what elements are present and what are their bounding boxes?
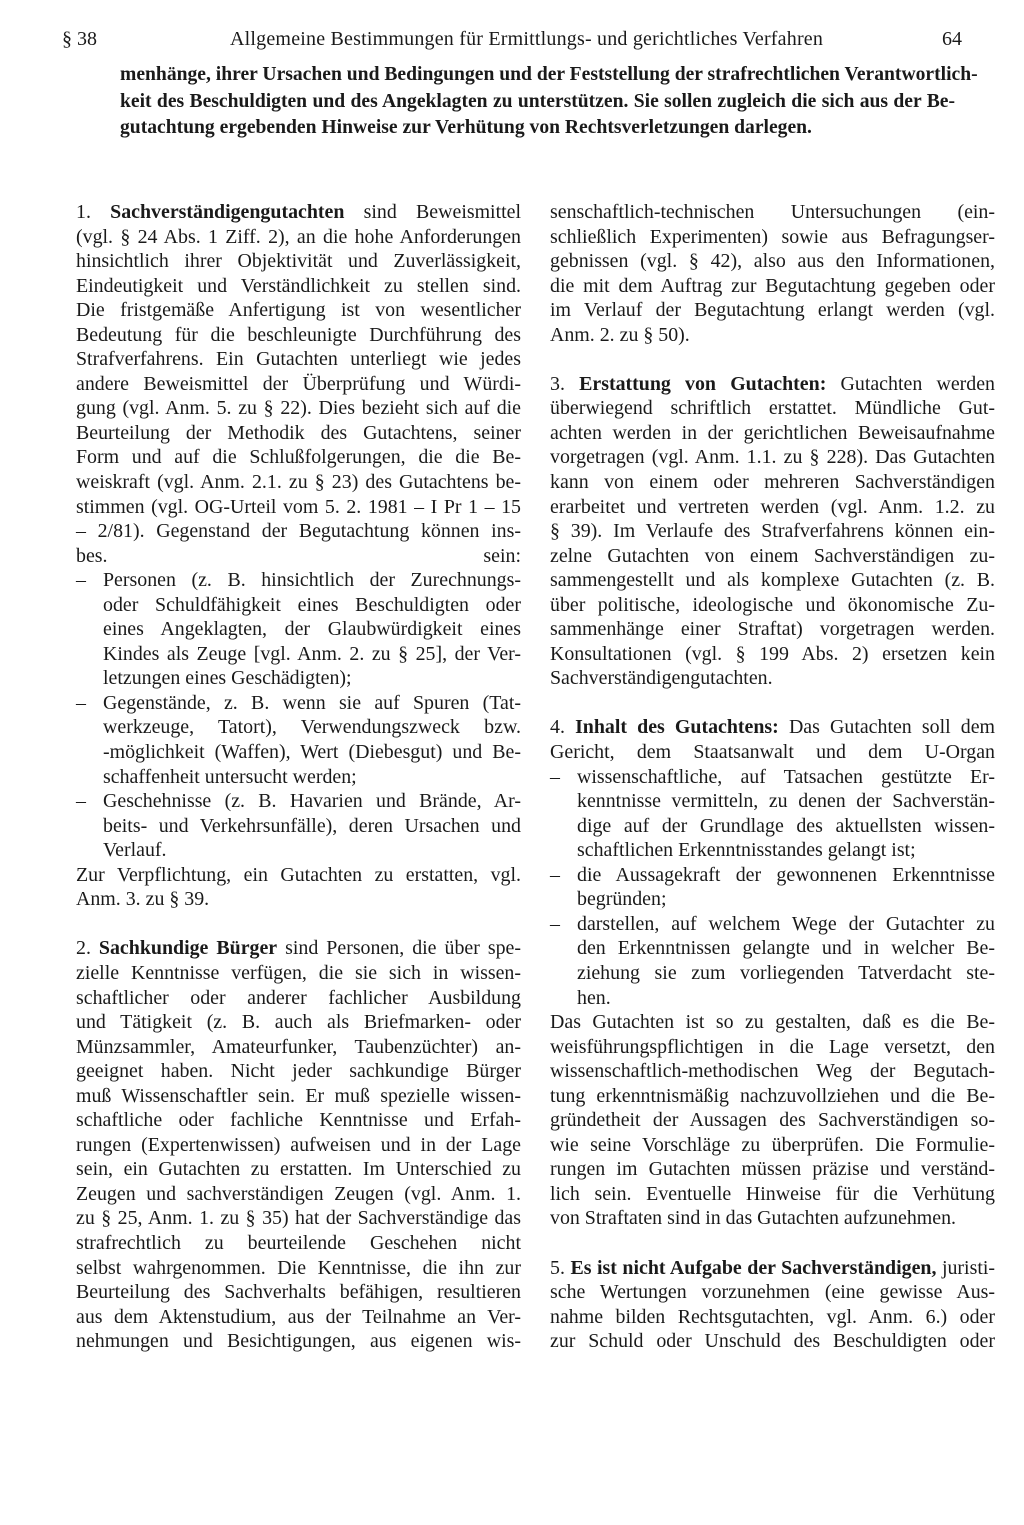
line-text: Zur Verpflichtung, ein Gutachten zu erstatten, vgl. [76, 863, 521, 886]
text-line [550, 593, 995, 618]
list-item-line [76, 740, 521, 765]
text-line [550, 1206, 995, 1231]
list-item-line [76, 642, 521, 667]
line-text: hinsichtlich ihrer Objektivität und Zuverlässigkeit, [76, 250, 521, 273]
paragraph-heading: Sachverständigengutachten [110, 201, 345, 223]
text-line [550, 1133, 995, 1158]
text-line [550, 1108, 995, 1133]
text-line [76, 1010, 521, 1035]
list-item-line [550, 887, 995, 912]
intro-line: gutachtung ergebenden Hinweise zur Verhütung von Rechtsverletzungen darlegen. [120, 117, 812, 139]
line-text: muß Wissenschaftler sein. Er muß spezielle wissen- [76, 1084, 521, 1107]
line-text: schaftlichen Erkenntnisstandes gelangt ist; [577, 839, 916, 862]
list-item-line [76, 666, 521, 691]
line-text: oder Schuldfähigkeit eines Beschuldigten oder [103, 593, 521, 616]
paragraph-gap [550, 691, 995, 716]
line-text: vorgetragen (vgl. Anm. 1.1. zu § 228). Das Gutachten [550, 446, 995, 469]
line-text: Anm. 2. zu § 50). [550, 323, 690, 346]
line-text: Das Gutachten soll dem [778, 716, 996, 739]
line-text: wissenschaftlich-methodischen Weg der Begutach- [550, 1060, 995, 1083]
line-text: hen. [577, 986, 611, 1009]
line-text: weisführungspflichtigen in die Lage versetzt, den [550, 1035, 995, 1058]
text-line [550, 1280, 995, 1305]
text-line [76, 372, 521, 397]
list-item-line [550, 912, 995, 937]
line-text: schaftliche oder fachliche Kenntnisse und Erfah- [76, 1109, 521, 1132]
text-line [550, 666, 995, 691]
text-line [550, 642, 995, 667]
text-line [76, 1231, 521, 1256]
line-text: begründen; [577, 888, 667, 911]
line-text: Form und auf die Schlußfolgerungen, die die Be- [76, 446, 521, 469]
line-text: den Erkenntnissen gelangte und in welcher Be- [577, 937, 995, 960]
text-line [76, 1084, 521, 1109]
intro-line: menhänge, ihrer Ursachen und Bedingungen und der Feststellung der strafrechtlichen Verantwortlich- [120, 64, 978, 85]
line-text: zelne Gutachten von einem Sachverständigen zu- [550, 544, 995, 567]
line-text: die mit dem Auftrag zur Begutachtung gegeben oder [550, 274, 995, 297]
line-text: Personen (z. B. hinsichtlich der Zurechnungs- [103, 569, 521, 592]
page-header [62, 28, 962, 58]
list-dash: – [550, 863, 560, 886]
paragraph-number: 4. [550, 716, 576, 739]
line-text: Das Gutachten ist so zu gestalten, daß es die Be- [550, 1011, 995, 1034]
line-text: bes. sein: [76, 544, 521, 567]
text-line [550, 470, 995, 495]
paragraph-number: 1. [76, 201, 111, 223]
text-line [76, 1182, 521, 1207]
text-line [76, 495, 521, 520]
line-text: eines Angeklagten, der Glaubwürdigkeit eines [103, 618, 521, 641]
text-line [550, 495, 995, 520]
list-item-line [76, 617, 521, 642]
list-dash: – [550, 765, 560, 788]
line-text: erarbeitet und vertreten werden (vgl. Anm. 1.2. zu [550, 495, 995, 518]
text-line [76, 225, 521, 250]
list-item-line [550, 936, 995, 961]
text-line [76, 519, 521, 544]
line-text: überwiegend schriftlich erstattet. Mündliche Gut- [550, 397, 995, 420]
paragraph-heading: Es ist nicht Aufgabe der Sachverständigen, [570, 1256, 937, 1279]
text-line [550, 740, 995, 765]
line-text: juristi- [936, 1256, 996, 1279]
text-line [550, 1084, 995, 1109]
line-text: selbst wahrgenommen. Die Kenntnisse, die ihn zur [76, 1256, 521, 1279]
line-text: Bedeutung für die beschleunigte Durchführung des [76, 323, 521, 346]
line-text: lich sein. Eventuelle Hinweise für die Verhütung [550, 1182, 995, 1205]
line-text: Gegenstände, z. B. wenn sie auf Spuren (Tat- [103, 691, 521, 714]
line-text: – 2/81). Gegenstand der Begutachtung können ins- [76, 520, 521, 543]
line-text: gründetheit der Aussagen des Sachverständigen so- [550, 1109, 995, 1132]
list-item-line [76, 814, 521, 839]
list-item-line [76, 715, 521, 740]
line-text: darstellen, auf welchem Wege der Gutachter zu [577, 912, 995, 935]
text-line [550, 421, 995, 446]
line-text: rungen im Gutachten müssen präzise und verständ- [550, 1158, 995, 1181]
line-text: Beurteilung der Methodik des Gutachtens, seiner [76, 421, 521, 444]
line-text: zu § 25, Anm. 1. zu § 35) hat der Sachverständige das [76, 1207, 521, 1230]
line-text: werkzeuge, Tatort), Verwendungszweck bzw. [103, 716, 521, 739]
line-text: sein, ein Gutachten zu erstatten. Im Unterschied zu [76, 1158, 521, 1181]
line-text: zielle Kenntnisse verfügen, die sie sich in wissen- [76, 961, 521, 984]
line-text: nehmungen und Besichtigungen, aus eigenen wis- [76, 1330, 521, 1353]
text-line [76, 1280, 521, 1305]
line-text: stimmen (vgl. OG-Urteil vom 5. 2. 1981 – I Pr 1 – 15 [76, 495, 521, 518]
text-line [550, 445, 995, 470]
paragraph-lead-line [550, 715, 995, 740]
text-line [550, 200, 995, 225]
paragraph-number: 5. [550, 1256, 571, 1279]
list-item-line [76, 789, 521, 814]
page-number: 64 [942, 28, 962, 50]
line-text: achten werden in der gerichtlichen Beweisaufnahme [550, 421, 995, 444]
text-line [76, 1133, 521, 1158]
text-line [76, 274, 521, 299]
text-line [76, 347, 521, 372]
line-text: die Aussagekraft der gewonnenen Erkenntnisse [577, 863, 995, 886]
text-line [76, 544, 521, 569]
paragraph-gap [550, 1231, 995, 1256]
paragraph-gap [76, 912, 521, 937]
text-line [76, 396, 521, 421]
line-text: kann von einem oder mehreren Sachverständigen [550, 471, 995, 494]
text-line [550, 1305, 995, 1330]
line-text: -möglichkeit (Waffen), Wert (Diebesgut) und Be- [103, 741, 521, 764]
text-line [76, 1305, 521, 1330]
line-text: kenntnisse vermitteln, zu denen der Sachverstän- [577, 790, 995, 813]
list-item-line [76, 593, 521, 618]
line-text: Konsultationen (vgl. § 199 Abs. 2) ersetzen kein [550, 642, 995, 665]
line-text: § 39). Im Verlaufe des Strafverfahrens können ein- [550, 520, 995, 543]
line-text: Beurteilung des Sachverhalts befähigen, resultieren [76, 1281, 521, 1304]
header-title: Allgemeine Bestimmungen für Ermittlungs- und gerichtliches Verfahren [230, 28, 824, 50]
line-text: nahme bilden Rechtsgutachten, vgl. Anm. 6.) oder [550, 1305, 995, 1328]
line-text: andere Beweismittel der Überprüfung und Würdi- [76, 372, 521, 395]
line-text: weiskraft (vgl. Anm. 2.1. zu § 23) des Gutachtens be- [76, 471, 521, 494]
line-text: Sachverständigengutachten. [550, 667, 773, 690]
line-text: (vgl. § 24 Abs. 1 Ziff. 2), an die hohe Anforderungen [76, 225, 521, 248]
text-line [550, 617, 995, 642]
line-text: wissenschaftliche, auf Tatsachen gestützte Er- [577, 765, 995, 788]
text-line [76, 887, 521, 912]
line-text: dige auf der Grundlage des aktuellsten wissen- [577, 814, 995, 837]
paragraph-heading: Erstattung von Gutachten: [579, 372, 827, 395]
list-dash: – [76, 569, 86, 592]
text-line [550, 1182, 995, 1207]
line-text: letzungen eines Geschädigten); [103, 667, 352, 690]
line-text: ziehung sie zum vorliegenden Tatverdacht ste- [577, 961, 995, 984]
paragraph-number: 3. [550, 372, 580, 395]
line-text: gung (vgl. Anm. 5. zu § 22). Dies bezieht sich auf die [76, 397, 521, 420]
line-text: Geschehnisse (z. B. Havarien und Brände, Ar- [103, 790, 521, 813]
line-text: im Verlauf der Begutachtung erlangt werden (vgl. [550, 299, 995, 322]
line-text: gebnissen (vgl. § 42), also aus den Informationen, [550, 250, 995, 273]
line-text: schließlich Experimenten) sowie aus Befragungser- [550, 225, 995, 248]
text-line [550, 1329, 995, 1354]
text-line [76, 1256, 521, 1281]
list-item-line [550, 986, 995, 1011]
text-line [550, 323, 995, 348]
text-line [550, 519, 995, 544]
left-column [76, 200, 521, 1354]
line-text: sind Beweismittel [344, 201, 521, 223]
text-line [550, 1010, 995, 1035]
line-text: beits- und Verkehrsunfälle), deren Ursachen und [103, 814, 521, 837]
list-dash: – [550, 912, 560, 935]
text-line [76, 470, 521, 495]
text-line [550, 274, 995, 299]
header-section-number: § 38 [62, 28, 97, 50]
intro-line: keit des Beschuldigten und des Angeklagten zu unterstützen. Sie sollen zugleich die sich aus der Be- [120, 90, 955, 112]
list-item-line [76, 838, 521, 863]
text-line [76, 1059, 521, 1084]
paragraph-lead-line [550, 1256, 995, 1281]
text-line [76, 1035, 521, 1060]
text-line [76, 961, 521, 986]
line-text: über politische, ideologische und ökonomische Zu- [550, 593, 995, 616]
line-text: sind Personen, die über spe- [277, 937, 521, 960]
paragraph-lead-line [550, 372, 995, 397]
text-line [550, 225, 995, 250]
line-text: Die fristgemäße Anfertigung ist von wesentlicher [76, 299, 521, 322]
text-line [76, 445, 521, 470]
line-text: und Tätigkeit (z. B. auch als Briefmarken- oder [76, 1011, 521, 1034]
line-text: Zeugen und sachverständigen Zeugen (vgl. Anm. 1. [76, 1182, 521, 1205]
list-item-line [550, 765, 995, 790]
line-text: senschaftlich-technischen Untersuchungen (ein- [550, 201, 995, 223]
intro-paragraph [120, 62, 978, 142]
paragraph-gap [550, 347, 995, 372]
text-line [76, 421, 521, 446]
line-text: von Straftaten sind in das Gutachten aufzunehmen. [550, 1207, 956, 1230]
text-line [76, 1108, 521, 1133]
paragraph-lead-line [76, 936, 521, 961]
list-item-line [76, 568, 521, 593]
list-item-line [550, 863, 995, 888]
line-text: strafrechtlich zu beurteilende Geschehen nicht [76, 1231, 521, 1254]
right-column [550, 200, 995, 1354]
line-text: Verlauf. [103, 839, 167, 862]
line-text: Kindes als Zeuge [vgl. Anm. 2. zu § 25], der Ver- [103, 642, 521, 665]
text-line [550, 544, 995, 569]
text-line [550, 396, 995, 421]
line-text: Anm. 3. zu § 39. [76, 888, 210, 911]
text-line [550, 1157, 995, 1182]
line-text: sammenhänge einer Straftat) vorgetragen werden. [550, 618, 995, 641]
list-item-line [76, 691, 521, 716]
text-line [550, 568, 995, 593]
list-item-line [550, 961, 995, 986]
text-line [76, 1157, 521, 1182]
line-text: sche Wertungen vorzunehmen (eine gewisse Aus- [550, 1281, 995, 1304]
text-line [76, 249, 521, 274]
paragraph-lead-line [76, 200, 521, 225]
line-text: zur Schuld oder Unschuld des Beschuldigten oder [550, 1330, 995, 1353]
text-line [76, 863, 521, 888]
list-dash: – [76, 790, 86, 813]
line-text: Münzsammler, Amateurfunker, Taubenzüchter) an- [76, 1035, 521, 1058]
paragraph-number: 2. [76, 937, 99, 960]
text-line [76, 1206, 521, 1231]
list-dash: – [76, 691, 86, 714]
text-line [76, 298, 521, 323]
line-text: Gericht, dem Staatsanwalt und dem U-Organ [550, 741, 995, 764]
paragraph-heading: Sachkundige Bürger [98, 937, 278, 960]
line-text: wie seine Vorschläge zu überprüfen. Die Formulie- [550, 1133, 995, 1156]
line-text: Gutachten werden [826, 372, 995, 395]
line-text: tung erkenntnismäßig nachzuvollziehen und die Be- [550, 1084, 995, 1107]
text-line [550, 249, 995, 274]
text-line [76, 1329, 521, 1354]
line-text: sammengestellt und als komplexe Gutachten (z. B. [550, 569, 995, 592]
line-text: aus dem Aktenstudium, aus der Teilnahme an Ver- [76, 1305, 521, 1328]
text-line [76, 323, 521, 348]
line-text: rungen (Expertenwissen) aufweisen und in der Lage [76, 1133, 521, 1156]
paragraph-heading: Inhalt des Gutachtens: [575, 716, 779, 739]
line-text: geeignet haben. Nicht jeder sachkundige Bürger [76, 1060, 521, 1083]
line-text: Eindeutigkeit und Verständlichkeit zu stellen sind. [76, 274, 521, 297]
text-line [550, 1035, 995, 1060]
list-item-line [550, 789, 995, 814]
line-text: schaffenheit untersucht werden; [103, 765, 357, 788]
list-item-line [550, 838, 995, 863]
list-item-line [550, 814, 995, 839]
text-line [550, 1059, 995, 1084]
list-item-line [76, 765, 521, 790]
line-text: schaftlicher oder anderer fachlicher Ausbildung [76, 986, 521, 1009]
text-line [550, 298, 995, 323]
text-line [76, 986, 521, 1011]
line-text: Strafverfahrens. Ein Gutachten unterliegt wie jedes [76, 348, 521, 371]
